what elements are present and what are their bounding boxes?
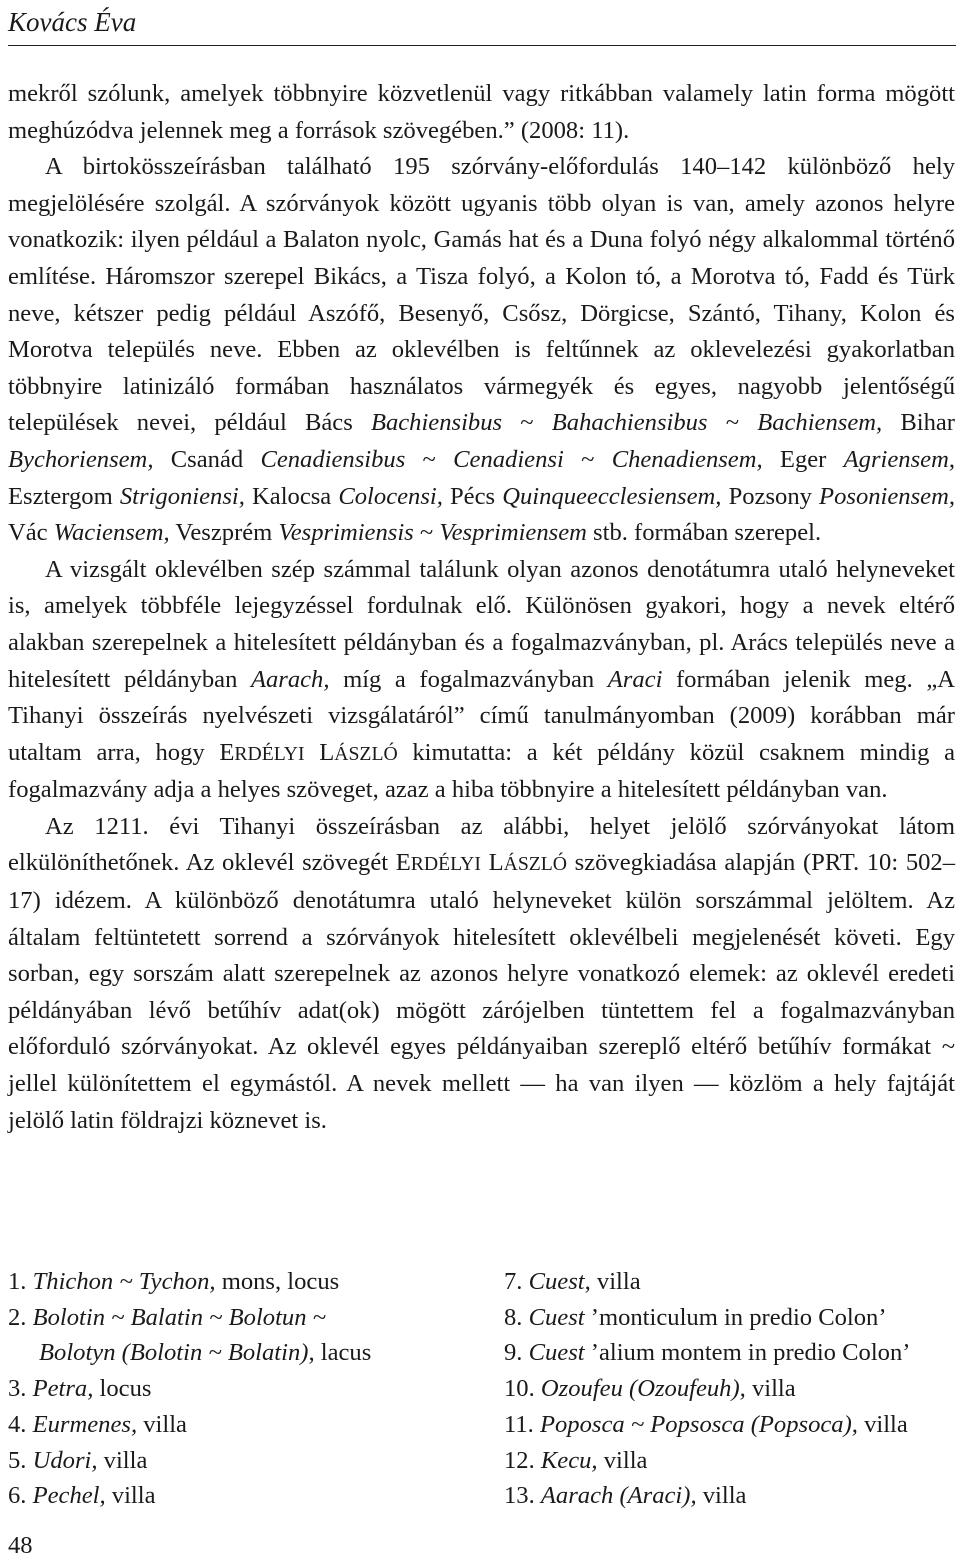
item-name: Cuest	[528, 1303, 585, 1331]
item-number: 6.	[8, 1482, 33, 1510]
item-name: Udori,	[32, 1446, 98, 1474]
item-name: Poposca ~ Popsosca (Popsoca),	[539, 1410, 858, 1438]
latin-form: Bachiensem,	[757, 409, 883, 437]
item-type: villa	[597, 1446, 648, 1474]
item-name: Thichon ~ Tychon,	[32, 1268, 216, 1295]
item-number: 11.	[504, 1410, 540, 1438]
item-number: 8.	[504, 1303, 529, 1331]
p4-text: szövegkiadása alapján (PRT. 10: 502–17) idézem. A különböző denotátumra utaló helyneveket külön sorszámmal jelöltem. Az általam feltüntetett sorrend a szórványok hitelesített oklevélbeli megjelenését követi. Egy sorban, egy sorszám alatt szerepelnek az azonos helyre vonatkozó elemek: az oklevél eredeti példányában lévő betűhív adat(ok) mögött zárójelben tüntettem fel a fogalmazványban előforduló szórványokat. Az oklevél egyes példányaiban szereplő eltérő betűhív formákat ~ jellel különítettem el egymástól. A nevek mellett — ha van ilyen — közlöm a hely fajtáját jelölő latin földrajzi köznevet is.	[8, 849, 956, 1134]
list-item	[8, 1407, 478, 1443]
page-number: 48	[8, 1532, 33, 1559]
item-name: Petra,	[32, 1375, 94, 1403]
item-type: mons, locus	[215, 1268, 340, 1295]
sc-initial: E	[395, 849, 411, 877]
item-type: villa	[696, 1482, 747, 1510]
item-name: Cuest,	[528, 1268, 591, 1295]
item-type: villa	[105, 1482, 156, 1510]
p2-text: ~	[563, 445, 612, 473]
sc-rest: ÁSZLÓ	[334, 742, 398, 765]
author-smallcaps	[219, 739, 397, 766]
item-number: 13.	[504, 1482, 541, 1510]
latin-form: Quinqueecclesiensem,	[502, 482, 722, 510]
p2-text: ~	[413, 519, 440, 547]
p2-text: Csanád	[153, 445, 261, 473]
place-form: Araci	[607, 665, 663, 693]
list-item	[8, 1478, 478, 1514]
p2-text: Vác	[8, 519, 54, 547]
list-item	[504, 1264, 956, 1300]
latin-form: Vesprimiensem	[439, 519, 587, 547]
p3-text: A vizsgált oklevélben szép számmal találunk olyan azonos denotátumra utaló helyneveket is, amelyek többféle lejegyzéssel fordulnak elő. Különösen gyakori, hogy a nevek eltérő alakban szerepelnek a hitelesített példányban és a fogalmazványban, pl. Arács település neve a hitelesített példányban	[8, 555, 955, 693]
list-item	[8, 1443, 478, 1479]
item-name: Bolotyn (Bolotin ~ Bolatin),	[39, 1339, 315, 1367]
paragraph-3	[8, 552, 955, 809]
latin-form: Colocensi,	[338, 482, 443, 510]
item-type: villa	[137, 1410, 187, 1438]
item-type: ’alium montem in predio Colon’	[584, 1339, 911, 1367]
item-name: Aarach (Araci),	[540, 1482, 697, 1510]
item-number: 3.	[8, 1375, 33, 1403]
p2-text: Kalocsa	[244, 482, 339, 510]
list-item	[504, 1478, 956, 1514]
sc-rest: RDÉLYI	[234, 742, 305, 765]
item-type: villa	[857, 1410, 908, 1438]
item-name: Pechel,	[32, 1482, 106, 1510]
list-item	[8, 1264, 478, 1300]
sc-rest: ÁSZLÓ	[503, 853, 567, 876]
p2-text: ~	[405, 445, 454, 473]
paragraph-1	[8, 76, 955, 149]
p2-text: stb. formában szerepel.	[586, 519, 822, 547]
sc-initial: E	[219, 738, 235, 766]
place-list-right	[504, 1264, 956, 1514]
item-number: 7.	[504, 1268, 529, 1295]
item-type: ’monticulum in predio Colon’	[584, 1303, 887, 1331]
list-item	[504, 1300, 956, 1336]
item-type: villa	[745, 1375, 796, 1403]
item-type: locus	[93, 1375, 152, 1403]
latin-form: Vesprimiensis	[278, 519, 414, 547]
list-item-continuation	[8, 1335, 478, 1371]
sc-initial: L	[480, 849, 504, 877]
latin-form: Cenadiensi	[453, 445, 564, 473]
item-name: Kecu,	[540, 1446, 598, 1474]
p3-text: formában jelenik meg. „A Tihanyi összeírás nyelvészeti vizsgálatáról” című tanulmányomban (2009) korábban már utaltam arra, hogy	[8, 665, 955, 766]
main-text	[8, 76, 955, 1139]
item-type: villa	[97, 1446, 148, 1474]
list-item	[8, 1371, 478, 1407]
item-number: 10.	[504, 1375, 541, 1403]
latin-form: Waciensem,	[53, 519, 170, 547]
p2-text: ~	[707, 409, 758, 437]
latin-form: Bachiensibus	[370, 409, 503, 437]
item-number: 1.	[8, 1268, 33, 1295]
list-item	[8, 1300, 478, 1336]
item-type: lacus	[314, 1339, 372, 1367]
item-name: Eurmenes,	[32, 1410, 138, 1438]
place-list-left	[8, 1264, 478, 1514]
item-name: Bolotin ~ Balatin ~ Bolotun ~	[32, 1303, 326, 1331]
p2-text: Esztergom	[8, 482, 120, 510]
author-name: Kovács Éva	[8, 7, 137, 37]
paragraph-2	[8, 149, 955, 552]
place-form: Aarach,	[250, 665, 330, 693]
item-number: 5.	[8, 1446, 33, 1474]
list-item	[504, 1407, 956, 1443]
latin-form: Bahachiensibus	[551, 409, 708, 437]
list-item	[504, 1371, 956, 1407]
latin-form: Bychoriensem,	[8, 445, 154, 473]
p2-text: Pozsony	[721, 482, 820, 510]
list-item	[504, 1335, 956, 1371]
p2-text: Veszprém	[169, 519, 279, 547]
latin-form: Posoniensem,	[819, 482, 955, 510]
p2-text: Eger	[762, 445, 844, 473]
item-number: 2.	[8, 1303, 33, 1331]
p2-text: Bihar	[882, 409, 955, 437]
sc-initial: L	[304, 738, 335, 766]
p3-text: kimutatta: a két példány közül csaknem mindig a fogalmazvány adja a helyes szöveget, azaz a hiba többnyire a hitelesített példányban van.	[8, 738, 955, 804]
item-type: villa	[590, 1268, 641, 1295]
latin-form: Chenadiensem,	[611, 445, 763, 473]
item-name: Cuest	[528, 1339, 585, 1367]
latin-form: Cenadiensibus	[260, 445, 406, 473]
item-name: Ozoufeu (Ozoufeuh),	[540, 1375, 746, 1403]
latin-form: Strigoniensi,	[119, 482, 245, 510]
running-header	[8, 2, 956, 46]
item-number: 4.	[8, 1410, 33, 1438]
sc-rest: RDÉLYI	[410, 853, 481, 876]
item-number: 12.	[504, 1446, 541, 1474]
item-number: 9.	[504, 1339, 529, 1367]
p3-text: míg a fogalmazványban	[329, 665, 608, 693]
p2-text: Pécs	[442, 482, 503, 510]
p4-text: Az 1211. évi Tihanyi összeírásban az alábbi, helyet jelölő szórványokat látom elkülöníthetőnek. Az oklevél szövegét	[8, 812, 955, 877]
paragraph-4	[8, 809, 955, 1139]
latin-form: Agriensem,	[843, 445, 955, 473]
p2-text: A birtokösszeírásban található 195 szórvány-előfordulás 140–142 különböző hely megjelölésére szolgál. A szórványok között ugyanis több olyan is van, amely azonos helyre vonatkozik: ilyen például a Balaton nyolc, Gamás hat és a Duna folyó négy alkalommal történő említése. Háromszor szerepel Bikács, a Tisza folyó, a Kolon tó, a Morotva tó, Fadd és Türk neve, kétszer pedig például Aszófő, Besenyő, Csősz, Dörgicse, Szántó, Tihany, Kolon és Morotva település neve. Ebben az oklevélben is feltűnnek az oklevelezési gyakorlatban többnyire latinizáló formában használatos vármegyék és egyes, nagyobb jelentőségű települések nevei, például Bács	[8, 153, 955, 437]
p1-text: mekről szólunk, amelyek többnyire közvetlenül vagy ritkábban valamely latin forma mögött meghúzódva jelennek meg a források szövegében.” (2008: 11).	[8, 80, 955, 144]
p2-text: ~	[502, 409, 552, 437]
author-smallcaps	[396, 849, 567, 876]
list-item	[504, 1443, 956, 1479]
